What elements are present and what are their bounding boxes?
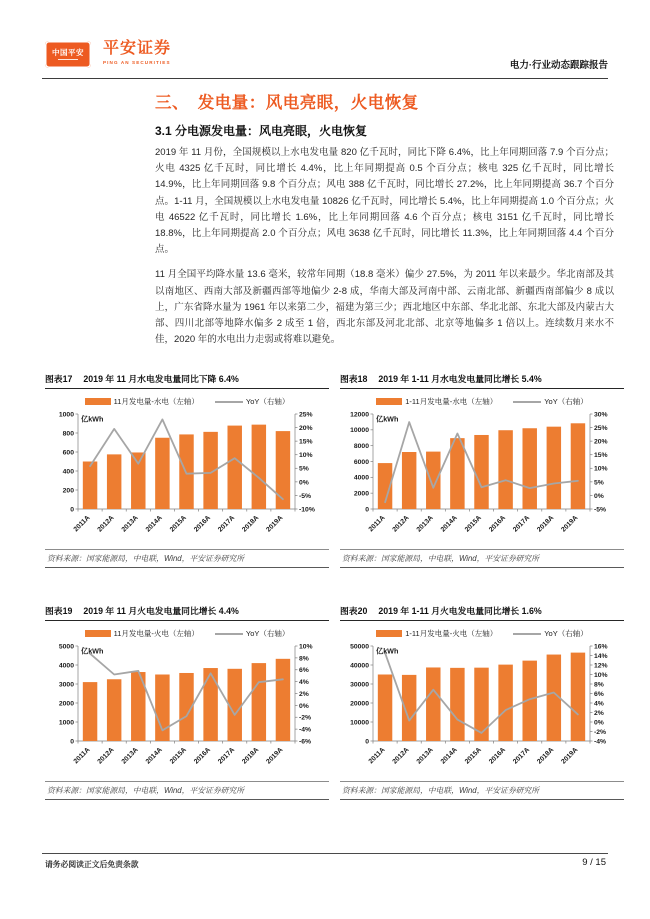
x-axis-category-label: 2014A xyxy=(439,514,459,534)
right-axis-tick-label: 20% xyxy=(594,438,608,446)
right-axis-tick-label: -4% xyxy=(594,738,607,746)
left-axis-tick-label: 200 xyxy=(62,487,74,495)
x-axis-category-label: 2011A xyxy=(72,746,92,766)
right-axis-tick-label: 10% xyxy=(594,671,608,679)
x-axis-category-label: 2012A xyxy=(391,746,411,766)
left-axis-tick-label: 30000 xyxy=(350,681,369,689)
x-axis-category-label: 2018A xyxy=(241,746,261,766)
x-axis-category-label: 2017A xyxy=(512,746,532,766)
x-axis-category-label: 2014A xyxy=(144,746,164,766)
figure-title xyxy=(45,372,329,389)
right-axis-tick-label: 2% xyxy=(594,709,604,717)
right-axis-tick-label: 0% xyxy=(299,702,309,710)
bar xyxy=(155,438,169,509)
right-axis-tick-label: -2% xyxy=(299,714,312,722)
bar xyxy=(426,667,440,741)
right-axis-tick-label: 10% xyxy=(594,465,608,473)
right-axis-tick-label: 5% xyxy=(299,465,309,473)
right-axis-tick-label: 2% xyxy=(299,690,309,698)
right-axis-tick-label: 10% xyxy=(299,643,313,651)
chart-plot xyxy=(59,411,315,533)
left-axis-tick-label: 4000 xyxy=(58,662,74,670)
bar-series-label: 1-11月发电量-水电（左轴） xyxy=(405,397,498,406)
right-axis-tick-label: 16% xyxy=(594,643,608,651)
x-axis-category-label: 2018A xyxy=(536,746,556,766)
left-axis-tick-label: 0 xyxy=(70,506,74,514)
bar-series-swatch xyxy=(376,630,402,637)
bar-line-chart xyxy=(45,640,329,778)
x-axis-category-label: 2012A xyxy=(96,514,116,534)
x-axis-category-label: 2017A xyxy=(512,514,532,534)
line-series-label: YoY（右轴） xyxy=(245,397,290,406)
x-axis-category-label: 2019A xyxy=(265,746,285,766)
bar xyxy=(498,665,512,741)
x-axis-category-label: 2013A xyxy=(415,746,435,766)
bar xyxy=(276,659,290,741)
chart-plot xyxy=(350,411,608,533)
figure-source: 资料来源：国家能源局，中电联，Wind，平安证券研究所 xyxy=(340,549,624,568)
bar xyxy=(547,427,561,509)
left-axis-tick-label: 40000 xyxy=(350,662,369,670)
right-axis-tick-label: 15% xyxy=(299,438,313,446)
bar xyxy=(402,452,416,509)
line-series-swatch xyxy=(215,633,243,635)
right-axis-tick-label: -5% xyxy=(594,506,607,514)
bar-line-chart xyxy=(45,408,329,546)
bar xyxy=(83,682,97,741)
line-series-label: YoY（右轴） xyxy=(544,397,588,406)
left-axis-tick-label: 1000 xyxy=(58,719,74,727)
bar xyxy=(474,435,488,509)
figure-caption: 2019 年 1-11 月水电发电量同比增长 5.4% xyxy=(378,374,542,384)
right-axis-tick-label: 0% xyxy=(594,492,604,500)
left-axis-tick-label: 2000 xyxy=(353,490,369,498)
figure-source: 资料来源：国家能源局，中电联，Wind，平安证券研究所 xyxy=(340,781,624,800)
right-axis-tick-label: 25% xyxy=(299,411,313,419)
left-axis-tick-label: 20000 xyxy=(350,700,369,708)
figure-number: 图表17 xyxy=(45,374,73,384)
line-series-swatch xyxy=(215,401,243,403)
brand-name-cn: 平安证券 xyxy=(103,40,172,57)
x-axis-category-label: 2015A xyxy=(168,514,188,534)
figure-source: 资料来源：国家能源局，中电联，Wind，平安证券研究所 xyxy=(45,549,329,568)
left-axis-tick-label: 0 xyxy=(365,506,369,514)
left-axis-tick-label: 50000 xyxy=(350,643,369,651)
right-axis-tick-label: 20% xyxy=(299,424,313,432)
bar-series-label: 11月发电量-水电（左轴） xyxy=(113,397,199,406)
figure-number: 图表18 xyxy=(340,374,368,384)
figure-source: 资料来源：国家能源局，中电联，Wind，平安证券研究所 xyxy=(45,781,329,800)
paragraph: 2019 年 11 月份，全国规模以上水电发电量 820 亿千瓦时，同比下降 6.4%，比上年同期回落 7.9 个百分点；火电 4325 亿千瓦时，同比增长 4.4%，比上年同期提高 0.5 个百分点；核电 325 亿千瓦时，同比增长 14.9%，比上年同期回落 9.8 个百分点；风电 388 亿千瓦时，同比增长 27.2%，比上年同期提高 36.7 个百分点。1-11 月，全国规模以上水电发电量 10826 亿千瓦时，同比增长 5.4%，比上年同期提高 1.0 个百分点；火电 46522 亿千瓦时，同比增长 1.6%，比上年同期回落 4.6 个百分点；核电 3151 亿千瓦时，同比增长 18.8%，比上年同期提高 2.0 个百分点；风电 3638 亿千瓦时，同比增长 11.3%，比上年同期回落 4.4 个百分点。 xyxy=(155,147,614,256)
bar xyxy=(252,425,266,509)
right-axis-tick-label: -2% xyxy=(594,728,607,736)
bar xyxy=(450,668,464,741)
figure-title xyxy=(340,604,624,621)
line-series-label: YoY（右轴） xyxy=(544,629,588,638)
x-axis-category-label: 2015A xyxy=(463,514,483,534)
x-axis-category-label: 2019A xyxy=(265,514,285,534)
subsection-title: 3.1 分电源发电量：风电亮眼，火电恢复 xyxy=(155,124,368,138)
header-divider xyxy=(42,78,608,79)
x-axis-category-label: 2019A xyxy=(560,514,580,534)
line-series-label: YoY（右轴） xyxy=(245,629,290,638)
right-axis-tick-label: 0% xyxy=(594,719,604,727)
bar xyxy=(426,452,440,509)
x-axis-category-label: 2014A xyxy=(144,514,164,534)
figure-number: 图表20 xyxy=(340,606,368,616)
right-axis-tick-label: 8% xyxy=(299,655,309,663)
x-axis-category-label: 2016A xyxy=(487,514,508,534)
right-axis-tick-label: 30% xyxy=(594,411,608,419)
bar xyxy=(252,663,266,741)
bar xyxy=(522,428,536,509)
right-axis-tick-label: 0% xyxy=(299,479,309,487)
bar xyxy=(498,430,512,509)
left-axis-tick-label: 10000 xyxy=(350,719,369,727)
line-series-swatch xyxy=(513,633,541,635)
figure-number: 图表19 xyxy=(45,606,73,616)
bar xyxy=(131,452,145,509)
body-text xyxy=(155,145,614,357)
right-axis-tick-label: 6% xyxy=(299,667,309,675)
bar xyxy=(83,462,97,510)
x-axis-category-label: 2016A xyxy=(192,746,213,766)
line-series-swatch xyxy=(513,401,541,403)
right-axis-tick-label: -5% xyxy=(299,492,312,500)
right-axis-tick-label: 10% xyxy=(299,452,313,460)
paragraph: 11 月全国平均降水量 13.6 毫米，较常年同期（18.8 毫米）偏少 27.5%，为 2011 年以来最少。华北南部及其以南地区、西南大部及新疆西部等地偏少 2-8 成，华南大部及河南中部、云南北部、新疆西南部偏少 8 成以上，广东省降水量为 1961 年以来第二少，福建为第三少；西北地区中东部、华北北部、东北大部及内蒙古大部、四川北部等地降水偏多 2 成至 1 倍，西北东部及河北北部、北京等地偏多 1 倍以上。连续数月来水不佳，2020 年的水电出力走弱或将难以避免。 xyxy=(155,269,614,346)
x-axis-category-label: 2013A xyxy=(120,514,140,534)
bar xyxy=(107,454,121,509)
bar xyxy=(276,431,290,509)
left-axis-tick-label: 10000 xyxy=(350,427,369,435)
left-axis-tick-label: 5000 xyxy=(58,643,74,651)
left-axis-tick-label: 6000 xyxy=(353,458,369,466)
bar xyxy=(378,675,392,742)
figure-18 xyxy=(340,372,624,568)
figure-19 xyxy=(45,604,329,800)
bar xyxy=(203,668,217,741)
bar-series-label: 11月发电量-火电（左轴） xyxy=(113,629,199,638)
x-axis-category-label: 2011A xyxy=(72,514,92,534)
left-axis-tick-label: 1000 xyxy=(58,411,74,419)
left-axis-tick-label: 12000 xyxy=(350,411,369,419)
figure-title xyxy=(340,372,624,389)
chart-legend xyxy=(45,628,329,639)
bar-series-swatch xyxy=(85,398,111,405)
x-axis-category-label: 2013A xyxy=(415,514,435,534)
left-axis-tick-label: 4000 xyxy=(353,474,369,482)
x-axis-category-label: 2014A xyxy=(439,746,459,766)
bar xyxy=(571,423,585,509)
right-axis-tick-label: -6% xyxy=(299,738,312,746)
left-axis-tick-label: 800 xyxy=(62,430,74,438)
bar-line-chart xyxy=(340,640,624,778)
x-axis-category-label: 2015A xyxy=(168,746,188,766)
report-type-label: 电力·行业动态跟踪报告 xyxy=(509,60,608,71)
figure-17 xyxy=(45,372,329,568)
right-axis-tick-label: 15% xyxy=(594,452,608,460)
x-axis-category-label: 2011A xyxy=(367,746,387,766)
bar-series-swatch xyxy=(85,630,111,637)
bar xyxy=(107,679,121,741)
footer-divider xyxy=(42,853,608,854)
bar-series xyxy=(378,423,585,509)
x-axis-category-label: 2013A xyxy=(120,746,140,766)
x-axis-category-label: 2019A xyxy=(560,746,580,766)
x-axis-category-label: 2012A xyxy=(391,514,411,534)
unit-label: 亿kWh xyxy=(376,646,399,656)
x-axis-category-label: 2017A xyxy=(217,514,237,534)
right-axis-tick-label: 25% xyxy=(594,424,608,432)
bar xyxy=(227,426,241,509)
x-axis-category-label: 2012A xyxy=(96,746,116,766)
page-number: 9 / 15 xyxy=(582,857,606,868)
right-axis-tick-label: -10% xyxy=(299,506,315,514)
chart-legend xyxy=(340,396,624,407)
chart-legend xyxy=(340,628,624,639)
unit-label: 亿kWh xyxy=(376,414,399,424)
unit-label: 亿kWh xyxy=(81,646,104,656)
x-axis-category-label: 2018A xyxy=(536,514,556,534)
bar-series-swatch xyxy=(376,398,402,405)
logo-motto-line xyxy=(58,59,78,61)
left-axis-tick-label: 0 xyxy=(70,738,74,746)
figure-caption: 2019 年 1-11 月火电发电量同比增长 1.6% xyxy=(378,606,542,616)
left-axis-tick-label: 2000 xyxy=(58,700,74,708)
x-axis-category-label: 2011A xyxy=(367,514,387,534)
chart-plot xyxy=(59,643,313,765)
figure-title xyxy=(45,604,329,621)
right-axis-tick-label: -4% xyxy=(299,726,312,734)
left-axis-tick-label: 8000 xyxy=(353,443,369,451)
figure-caption: 2019 年 11 月水电发电量同比下降 6.4% xyxy=(83,374,239,384)
right-axis-tick-label: 8% xyxy=(594,681,604,689)
right-axis-tick-label: 4% xyxy=(299,679,309,687)
right-axis-tick-label: 6% xyxy=(594,690,604,698)
bar-series xyxy=(83,425,290,509)
figure-20 xyxy=(340,604,624,800)
footer-disclaimer: 请务必阅读正文后免责条款 xyxy=(45,860,139,869)
bar-series xyxy=(378,653,585,741)
section-title: 三、 发电量：风电亮眼，火电恢复 xyxy=(155,94,419,112)
bar xyxy=(571,653,585,741)
charts-grid xyxy=(45,372,624,800)
x-axis-category-label: 2017A xyxy=(217,746,237,766)
chart-legend xyxy=(45,396,329,407)
chart-plot xyxy=(350,643,608,765)
pingan-logo-icon xyxy=(45,41,91,68)
right-axis-tick-label: 5% xyxy=(594,479,604,487)
logo-box-text: 中国平安 xyxy=(52,47,84,57)
x-axis-category-label: 2015A xyxy=(463,746,483,766)
left-axis-tick-label: 3000 xyxy=(58,681,74,689)
bar-series-label: 1-11月发电量-火电（左轴） xyxy=(405,629,498,638)
left-axis-tick-label: 400 xyxy=(62,468,74,476)
pingan-logo xyxy=(45,41,171,68)
right-axis-tick-label: 12% xyxy=(594,662,608,670)
right-axis-tick-label: 14% xyxy=(594,652,608,660)
left-axis-tick-label: 600 xyxy=(62,449,74,457)
bar xyxy=(450,438,464,509)
x-axis-category-label: 2016A xyxy=(487,746,508,766)
bar-line-chart xyxy=(340,408,624,546)
brand-name-en: PING AN SECURITIES xyxy=(103,59,171,65)
figure-caption: 2019 年 11 月火电发电量同比增长 4.4% xyxy=(83,606,239,616)
bar-series xyxy=(83,659,290,741)
right-axis-tick-label: 4% xyxy=(594,700,604,708)
unit-label: 亿kWh xyxy=(81,414,104,424)
left-axis-tick-label: 0 xyxy=(365,738,369,746)
x-axis-category-label: 2016A xyxy=(192,514,213,534)
x-axis-category-label: 2018A xyxy=(241,514,261,534)
